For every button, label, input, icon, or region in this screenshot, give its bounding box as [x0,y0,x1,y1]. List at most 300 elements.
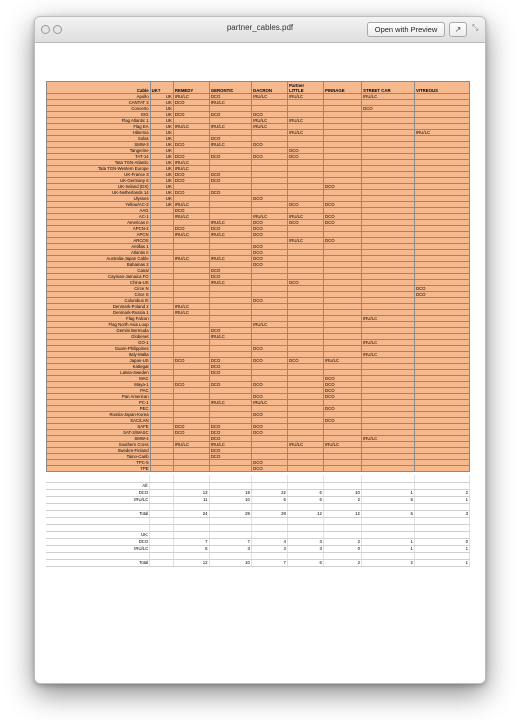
partner-cell: DCO [252,460,288,466]
summary-cell [173,482,209,489]
column-header-label: UK? [151,88,161,93]
partner-cell: DCO [324,418,362,424]
cable-name-cell: UK-Germany 6 [47,178,151,184]
partner-cell: DCO [414,292,469,298]
partner-cell: IRU/LC [288,94,324,100]
partner-cell: DCO [209,424,251,430]
partner-cell: IRU/LC [173,442,209,448]
partner-cell: IRU/LC [173,166,209,172]
partner-cell: IRU/LC [209,142,251,148]
partner-cell: IRU/LC [209,400,251,406]
uk-cell: UK [150,148,173,154]
summary-cell [209,524,251,531]
cable-name-cell: Kattegat [47,364,151,370]
summary-cell [150,545,173,552]
summary-cell: 7 [251,559,287,566]
summary-cell: 6 [361,510,414,517]
partner-cell: DCO [209,190,251,196]
column-header-label: Cable [136,88,149,93]
cable-name-cell: Ulysses [47,196,151,202]
partner-cell [173,466,209,472]
partner-cell: IRU/LC [209,334,251,340]
partner-cell: DCO [173,208,209,214]
partner-cell: IRU/LC [173,124,209,130]
summary-cell: Total [46,559,150,566]
cable-name-cell: PAC [47,388,151,394]
summary-cell [251,475,287,482]
partner-cell: DCO [173,382,209,388]
cable-name-cell: Cayman-Jamaica FO [47,274,151,280]
cable-name-cell: Yellow/AC-2 [47,202,151,208]
partner-cell: IRU/LC [362,94,415,100]
summary-cell [361,524,414,531]
summary-cell: IRU/LC [46,545,150,552]
partner-cell: IRU/LC [209,124,251,130]
partner-cell: DCO [252,220,288,226]
summary-cell: Total [46,510,150,517]
partner-cell: IRU/LC [288,118,324,124]
cable-name-cell: Denmark-Poland 2 [47,304,151,310]
summary-cell [209,475,251,482]
uk-cell: UK [150,160,173,166]
summary-cell: 1 [361,545,414,552]
summary-cell [251,552,287,559]
cable-name-cell: Denmark-Russia 1 [47,310,151,316]
partner-cell: DCO [173,190,209,196]
cable-name-cell: Globenet [47,334,151,340]
cable-name-cell: Flag Falcon [47,316,151,322]
summary-cell: 2 [361,559,414,566]
partner-cell: DCO [324,406,362,412]
column-header [150,82,173,94]
column-header [288,82,324,94]
partner-cell: DCO [173,172,209,178]
summary-cell [361,503,414,510]
partner-cell: DCO [209,370,251,376]
summary-cell: 7 [173,538,209,545]
summary-cell [361,517,414,524]
partner-cell: DCO [209,154,251,160]
summary-cell: DCO [46,538,150,545]
uk-cell: UK [150,94,173,100]
summary-cell: 1 [361,538,414,545]
partner-cell: DCO [252,346,288,352]
summary-cell [251,482,287,489]
uk-cell: UK [150,202,173,208]
cable-name-cell: Circe N [47,286,151,292]
summary-cell: 5 [361,496,414,503]
summary-cell: 0 [323,545,361,552]
summary-cell [46,517,150,524]
partner-cell: DCO [173,112,209,118]
uk-cell: UK [150,172,173,178]
partner-cell: DCO [252,232,288,238]
partner-cell: DCO [209,436,251,442]
cable-name-cell: Tata TGN-Western Europe [47,166,151,172]
partner-cell: IRU/LC [288,130,324,136]
summary-cell: 12 [323,510,361,517]
summary-cell: IRU/LC [46,496,150,503]
summary-cell [287,524,323,531]
summary-cell: 28 [251,510,287,517]
partner-cell: DCO [209,172,251,178]
partner-cell: DCO [324,214,362,220]
summary-cell [323,531,361,538]
summary-cell: 2 [414,489,469,496]
pdf-page [46,81,470,641]
partner-cell: IRU/LC [173,202,209,208]
summary-row [46,517,470,524]
summary-cell [251,503,287,510]
partner-cell: IRU/LC [288,214,324,220]
summary-cell: 19 [209,489,251,496]
column-header [252,82,288,94]
partner-cell: DCO [324,184,362,190]
summary-cell: 3 [287,545,323,552]
partner-cell: DCO [288,154,324,160]
column-header-label: VITREOUS [415,88,438,93]
summary-cell: 4 [251,538,287,545]
summary-cell [46,552,150,559]
summary-cell: 2 [323,538,361,545]
summary-cell: 7 [209,538,251,545]
summary-cell [209,517,251,524]
partner-cell: IRU/LC [288,442,324,448]
cable-name-cell: PEC [47,406,151,412]
summary-row [46,482,470,489]
cable-name-cell: Columbus III [47,298,151,304]
summary-row [46,531,470,538]
summary-cell: 0 [414,538,469,545]
partner-cell: DCO [252,250,288,256]
cable-name-cell: Australia-Japan Cable [47,256,151,262]
partner-cell: DCO [252,382,288,388]
partner-cell: IRU/LC [173,256,209,262]
cable-name-cell: EIG [47,112,151,118]
uk-cell: UK [150,100,173,106]
summary-cell [209,503,251,510]
partner-cell: DCO [414,286,469,292]
partner-cell: DCO [173,358,209,364]
column-header [173,82,209,94]
partner-cell: DCO [324,202,362,208]
column-header [362,82,415,94]
cable-name-cell: Maya-1 [47,382,151,388]
partner-cell: DCO [209,274,251,280]
cable-name-cell: Japan-US [47,358,151,364]
table-body [47,94,470,472]
summary-cell [150,475,173,482]
partner-cell: IRU/LC [414,130,469,136]
partner-cell: DCO [324,388,362,394]
summary-cell [414,524,469,531]
partner-cell: DCO [209,358,251,364]
partner-cell: IRU/LC [209,100,251,106]
uk-cell: UK [150,154,173,160]
cable-name-cell: UK-Netherlands 14 [47,190,151,196]
partner-cell: DCO [252,394,288,400]
share-icon: ↗ [454,25,462,34]
partner-cell: DCO [209,136,251,142]
summary-cell: 1 [414,559,469,566]
partner-cell [288,466,324,472]
partner-cell: DCO [252,196,288,202]
window-title: partner_cables.pdf [226,23,294,32]
summary-cell: 12 [173,559,209,566]
partner-cell: DCO [324,376,362,382]
summary-cell [361,552,414,559]
summary-cell: 2 [323,559,361,566]
partner-cables-table [46,81,470,472]
partner-cell: IRU/LC [209,256,251,262]
summary-cell [323,503,361,510]
summary-cell [414,482,469,489]
uk-cell: UK [150,178,173,184]
summary-row [46,503,470,510]
cable-name-cell: Apollo [47,94,151,100]
cable-name-cell: AC-1 [47,214,151,220]
column-header-label: GERONTIC [210,88,234,93]
uk-cell: UK [150,190,173,196]
partner-cell: DCO [209,226,251,232]
partner-cell: DCO [252,358,288,364]
summary-cell [150,503,173,510]
partner-cell: IRU/LC [252,400,288,406]
uk-cell: UK [150,106,173,112]
summary-cell [46,503,150,510]
partner-cell: IRU/LC [252,118,288,124]
partner-cell: DCO [209,328,251,334]
summary-cell: 3 [251,545,287,552]
partner-cell: IRU/LC [362,436,415,442]
table-header-row [47,82,470,94]
column-header-group-label: Partner [289,83,305,88]
column-header-label: REMEDY [174,88,194,93]
summary-cell [287,503,323,510]
cable-name-cell: Solas [47,136,151,142]
summary-cell [209,531,251,538]
partner-cell: DCO [209,382,251,388]
summary-cell [361,482,414,489]
summary-cell [173,475,209,482]
partner-cell: IRU/LC [173,94,209,100]
summary-cell [150,524,173,531]
summary-cell: All: [46,482,150,489]
partner-cell: IRU/LC [252,124,288,130]
cable-name-cell: Flag Atlantic 1 [47,118,151,124]
column-header-label: DACRON [253,88,272,93]
summary-cell [323,524,361,531]
uk-cell: UK [150,124,173,130]
column-header-label: PINNAGE [325,88,345,93]
partner-cell [362,466,415,472]
summary-cell [46,524,150,531]
partner-cell: DCO [252,112,288,118]
title-bar[interactable] [35,17,485,43]
partner-cell: DCO [324,220,362,226]
partner-cell [209,466,251,472]
partner-cell: DCO [252,256,288,262]
summary-cell: 10 [209,496,251,503]
summary-cell [150,496,173,503]
partner-cell: DCO [173,430,209,436]
summary-row [46,538,470,545]
summary-cell [323,482,361,489]
uk-cell: UK [150,196,173,202]
uk-cell: UK [150,142,173,148]
partner-cell: IRU/LC [362,340,415,346]
partner-cell: IRU/LC [209,232,251,238]
partner-cell: DCO [288,280,324,286]
summary-cell: 6 [287,489,323,496]
uk-cell: UK [150,112,173,118]
cable-name-cell: SAT-3/WASC [47,430,151,436]
cable-name-cell: AAG [47,208,151,214]
partner-cell: IRU/LC [252,94,288,100]
partner-cell: DCO [252,142,288,148]
summary-cell [150,517,173,524]
cable-name-cell: APCN-2 [47,226,151,232]
partner-cell: IRU/LC [173,232,209,238]
summary-cell: 3 [414,510,469,517]
cable-name-cell: Taino-Carib [47,454,151,460]
cable-name-cell: TAT-14 [47,154,151,160]
summary-cell [323,552,361,559]
cable-name-cell: Circe S [47,292,151,298]
partner-cell: DCO [252,466,288,472]
partner-cell: IRU/LC [173,160,209,166]
partner-cell: DCO [209,178,251,184]
summary-cell: 12 [287,510,323,517]
partner-cell: IRU/LC [173,304,209,310]
cable-name-cell: Antillas 1 [47,244,151,250]
partner-cell: DCO [252,298,288,304]
summary-cell [173,552,209,559]
summary-cell: 24 [173,510,209,517]
summary-body [46,475,470,566]
partner-cell: DCO [173,424,209,430]
cable-name-cell: Concerto [47,106,151,112]
partner-cell: DCO [209,448,251,454]
partner-cell: DCO [173,154,209,160]
summary-table [46,475,470,567]
summary-cell [287,482,323,489]
preview-window [34,16,486,684]
partner-cell: IRU/LC [362,352,415,358]
partner-cell: IRU/LC [324,358,362,364]
cable-name-cell: Flag EA [47,124,151,130]
partner-cell: IRU/LC [252,322,288,328]
partner-cell: DCO [209,430,251,436]
summary-cell [150,552,173,559]
summary-cell [287,531,323,538]
summary-cell: DCO [46,489,150,496]
cable-name-cell: Russia-Japan-Korea [47,412,151,418]
column-header-label: STREET CAR [363,88,391,93]
summary-cell: 1 [414,545,469,552]
column-header [414,82,469,94]
close-window-button[interactable] [41,25,50,34]
cable-name-cell: UK-France 3 [47,172,151,178]
summary-row [46,552,470,559]
summary-cell [46,475,150,482]
summary-cell [173,531,209,538]
summary-cell: 6 [251,496,287,503]
summary-cell [361,475,414,482]
cable-name-cell: Latvia-Sweden [47,370,151,376]
partner-cell: DCO [209,94,251,100]
summary-cell [414,552,469,559]
cable-name-cell: Guam-Philippines [47,346,151,352]
summary-cell [414,475,469,482]
partner-cell: IRU/LC [324,442,362,448]
partner-cell: DCO [324,394,362,400]
cable-name-cell: Americas II [47,220,151,226]
summary-cell: 2 [323,496,361,503]
cable-name-cell: China-US [47,280,151,286]
cable-name-cell: SMW-4 [47,436,151,442]
partner-cell: IRU/LC [209,442,251,448]
share-button[interactable] [449,22,467,37]
summary-row [46,475,470,482]
cable-name-cell: Tangerine [47,148,151,154]
partner-cell: DCO [288,202,324,208]
partner-cell: DCO [362,106,415,112]
cable-name-cell: SAFE [47,424,151,430]
partner-cell: DCO [324,382,362,388]
summary-row [46,545,470,552]
partner-cell: DCO [252,424,288,430]
summary-cell [150,489,173,496]
summary-cell [251,524,287,531]
table-row [47,466,470,472]
summary-cell [173,517,209,524]
summary-cell [414,517,469,524]
summary-row [46,496,470,503]
expand-button[interactable] [472,23,478,33]
minimize-window-button[interactable] [53,25,62,34]
summary-cell: 1 [361,489,414,496]
cable-name-cell: Southern Cross [47,442,151,448]
partner-cell: IRU/LC [173,214,209,220]
summary-cell: 6 [287,496,323,503]
uk-cell: UK [150,130,173,136]
column-header [47,82,151,94]
partner-cell: DCO [288,220,324,226]
partner-cell: DCO [209,364,251,370]
partner-cell: DCO [252,412,288,418]
summary-cell [150,559,173,566]
summary-cell [323,517,361,524]
summary-cell [150,531,173,538]
partner-cell [414,466,469,472]
partner-cell: IRU/LC [252,214,288,220]
summary-row [46,489,470,496]
summary-cell: 22 [251,489,287,496]
summary-cell: 29 [209,510,251,517]
cable-name-cell: UK-Ireland (DX) [47,184,151,190]
uk-cell: UK [150,136,173,142]
partner-cell: DCO [173,142,209,148]
summary-cell [150,482,173,489]
partner-cell: IRU/LC [209,220,251,226]
summary-cell [361,531,414,538]
uk-cell: UK [150,166,173,172]
partner-cell: IRU/LC [173,310,209,316]
summary-cell: UK: [46,531,150,538]
open-with-preview-button[interactable]: Open with Preview [367,22,445,37]
cable-name-cell: PC-1 [47,400,151,406]
